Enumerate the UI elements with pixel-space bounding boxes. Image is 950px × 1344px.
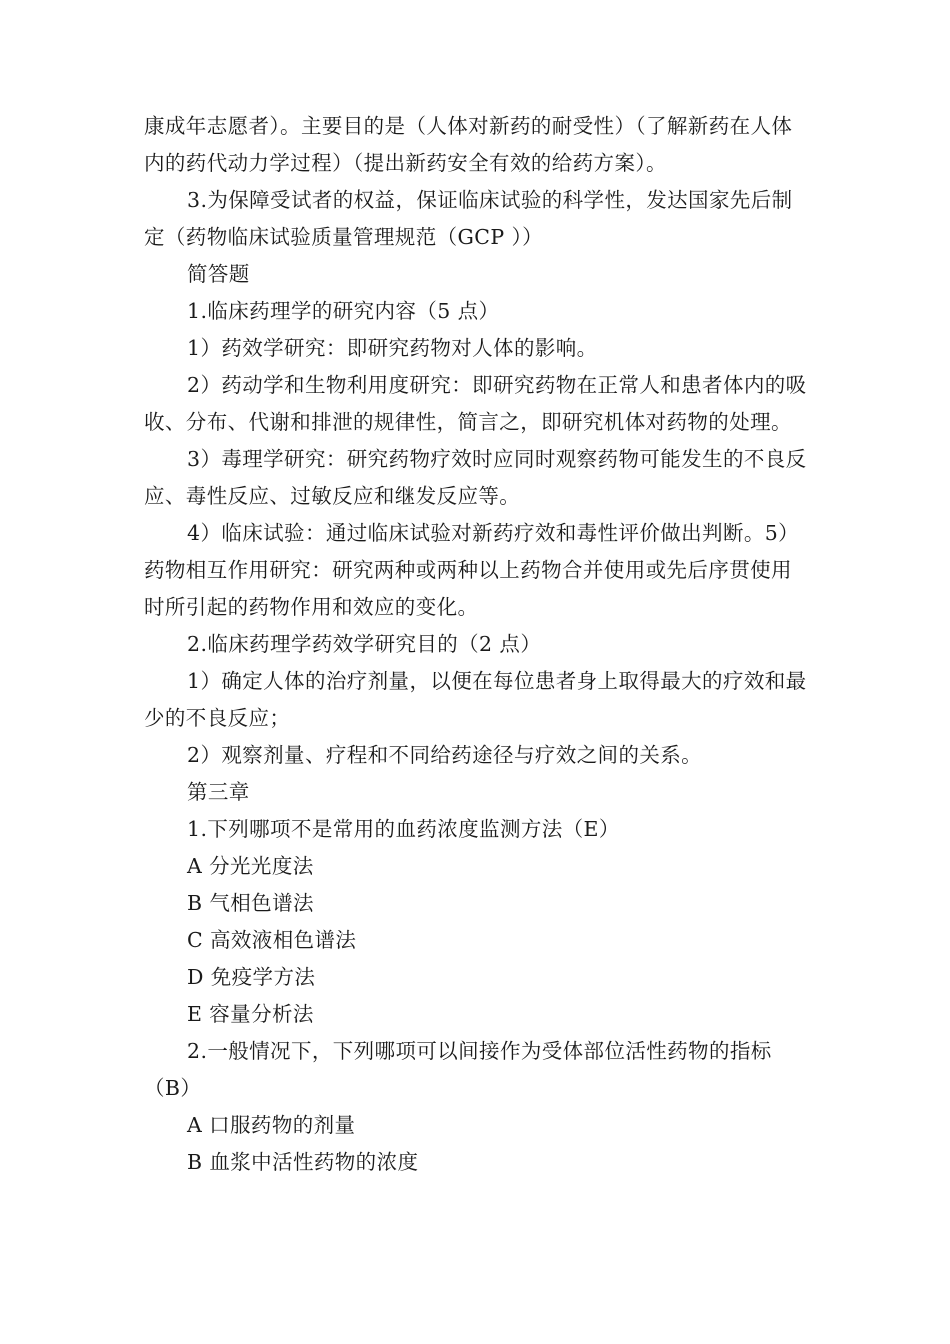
question: 2.临床药理学药效学研究目的（2 点） — [187, 632, 542, 656]
answer-option: A 分光光度法 — [187, 854, 314, 878]
answer-option: C 高效液相色谱法 — [187, 928, 357, 952]
question: 1.临床药理学的研究内容（5 点） — [187, 299, 500, 323]
paragraph: 2）观察剂量、疗程和不同给药途径与疗效之间的关系。 — [187, 743, 703, 767]
paragraph: 4）临床试验：通过临床试验对新药疗效和毒性评价做出判断。5）药物相互作用研究：研究两种或两种以上药物合并使用或先后序贯使用时所引起的药物作用和效应的变化。 — [144, 521, 800, 619]
answer-option: A 口服药物的剂量 — [187, 1113, 356, 1137]
answer-option: D 免疫学方法 — [187, 965, 316, 989]
paragraph: 1）药效学研究：即研究药物对人体的影响。 — [187, 336, 598, 360]
question: 1.下列哪项不是常用的血药浓度监测方法（E） — [187, 817, 620, 841]
document-body — [144, 108, 808, 1181]
paragraph: 3.为保障受试者的权益，保证临床试验的科学性，发达国家先后制定（药物临床试验质量管理规范（GCP ）） — [144, 188, 793, 249]
paragraph: 2）药动学和生物利用度研究：即研究药物在正常人和患者体内的吸收、分布、代谢和排泄的规律性，简言之，即研究机体对药物的处理。 — [144, 373, 807, 434]
paragraph: 1）确定人体的治疗剂量，以便在每位患者身上取得最大的疗效和最少的不良反应； — [144, 669, 807, 730]
question: 2.一般情况下，下列哪项可以间接作为受体部位活性药物的指标（B） — [144, 1039, 772, 1100]
answer-option: E 容量分析法 — [187, 1002, 314, 1026]
chapter-heading: 第三章 — [187, 780, 250, 804]
answer-option: B 气相色谱法 — [187, 891, 314, 915]
section-heading: 简答题 — [187, 262, 250, 286]
paragraph: 康成年志愿者）。主要目的是（人体对新药的耐受性）（了解新药在人体内的药代动力学过程）（提出新药安全有效的给药方案）。 — [144, 114, 793, 175]
answer-option: B 血浆中活性药物的浓度 — [187, 1150, 419, 1174]
paragraph: 3）毒理学研究：研究药物疗效时应同时观察药物可能发生的不良反应、毒性反应、过敏反应和继发反应等。 — [144, 447, 807, 508]
